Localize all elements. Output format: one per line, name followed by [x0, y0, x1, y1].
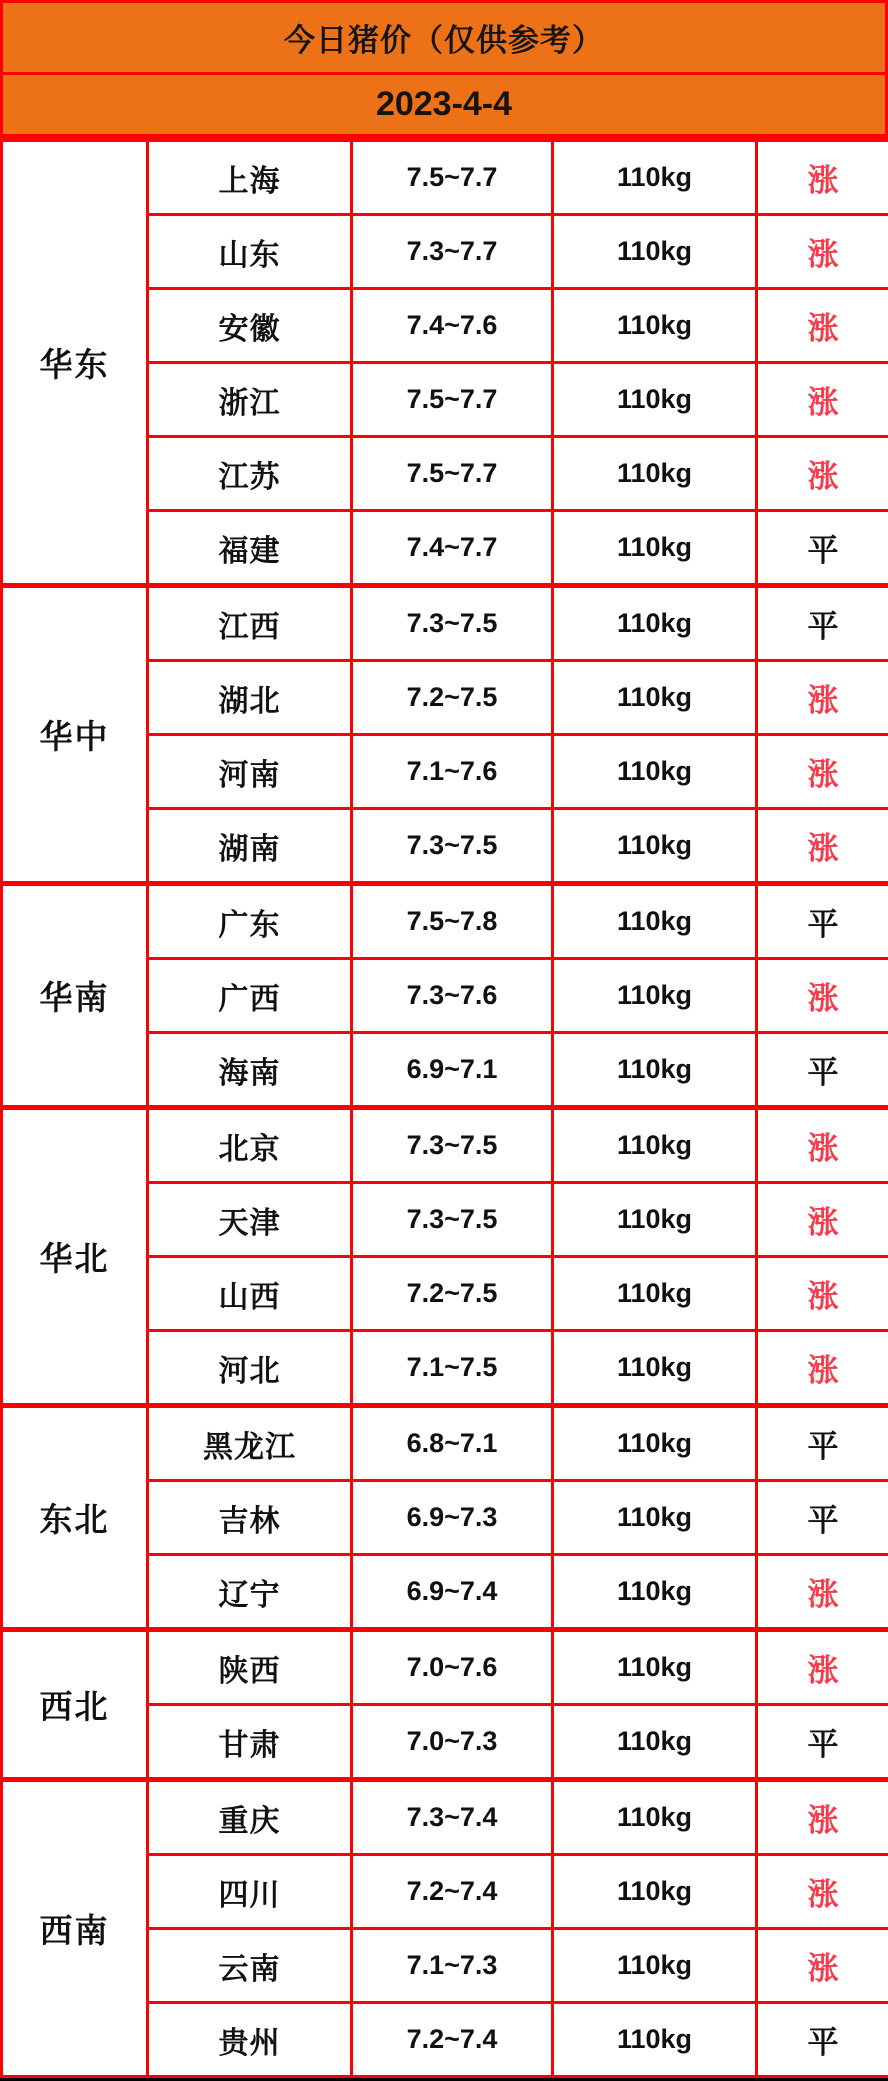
price-range-cell: 7.0~7.3: [352, 1705, 553, 1780]
weight-cell: 110kg: [553, 1183, 757, 1257]
province-cell: 江苏: [148, 437, 352, 511]
weight-cell: 110kg: [553, 1705, 757, 1780]
province-cell: 广东: [148, 884, 352, 959]
province-cell: 江西: [148, 586, 352, 661]
status-cell: 平: [757, 2003, 888, 2077]
province-cell: 河南: [148, 735, 352, 809]
status-cell: 平: [757, 511, 888, 586]
price-range-cell: 6.8~7.1: [352, 1406, 553, 1481]
province-cell: 云南: [148, 1929, 352, 2003]
province-cell: 广西: [148, 959, 352, 1033]
region-cell: 东北: [2, 1406, 148, 1630]
weight-cell: 110kg: [553, 809, 757, 884]
price-range-cell: 7.2~7.5: [352, 661, 553, 735]
price-range-cell: 7.5~7.7: [352, 363, 553, 437]
price-range-cell: 7.3~7.5: [352, 586, 553, 661]
price-range-cell: 6.9~7.3: [352, 1481, 553, 1555]
price-range-cell: 7.1~7.3: [352, 1929, 553, 2003]
province-cell: 安徽: [148, 289, 352, 363]
report-title-bar: [0, 0, 888, 72]
region-cell: 华东: [2, 140, 148, 586]
province-cell: 上海: [148, 140, 352, 215]
weight-cell: 110kg: [553, 1630, 757, 1705]
status-cell: 涨: [757, 1108, 888, 1183]
table-row: [2, 140, 888, 215]
price-range-cell: 7.2~7.4: [352, 2003, 553, 2077]
weight-cell: 110kg: [553, 2003, 757, 2077]
status-cell: 涨: [757, 289, 888, 363]
status-cell: 涨: [757, 809, 888, 884]
status-cell: 涨: [757, 1929, 888, 2003]
table-row: [2, 1108, 888, 1183]
price-table-body: [2, 140, 888, 2077]
region-cell: 西北: [2, 1630, 148, 1780]
weight-cell: 110kg: [553, 511, 757, 586]
status-cell: 涨: [757, 1183, 888, 1257]
weight-cell: 110kg: [553, 1257, 757, 1331]
province-cell: 山东: [148, 215, 352, 289]
weight-cell: 110kg: [553, 1033, 757, 1108]
province-cell: 黑龙江: [148, 1406, 352, 1481]
weight-cell: 110kg: [553, 140, 757, 215]
status-cell: 涨: [757, 959, 888, 1033]
weight-cell: 110kg: [553, 1929, 757, 2003]
status-cell: 涨: [757, 661, 888, 735]
province-cell: 福建: [148, 511, 352, 586]
table-row: [2, 884, 888, 959]
province-cell: 北京: [148, 1108, 352, 1183]
province-cell: 贵州: [148, 2003, 352, 2077]
weight-cell: 110kg: [553, 289, 757, 363]
price-range-cell: 7.4~7.7: [352, 511, 553, 586]
region-cell: 西南: [2, 1780, 148, 2077]
province-cell: 辽宁: [148, 1555, 352, 1630]
status-cell: 涨: [757, 363, 888, 437]
weight-cell: 110kg: [553, 1780, 757, 1855]
status-cell: 涨: [757, 1555, 888, 1630]
status-cell: 涨: [757, 215, 888, 289]
weight-cell: 110kg: [553, 586, 757, 661]
weight-cell: 110kg: [553, 884, 757, 959]
report-date-bar: [0, 72, 888, 137]
weight-cell: 110kg: [553, 1555, 757, 1630]
province-cell: 浙江: [148, 363, 352, 437]
status-cell: 涨: [757, 1780, 888, 1855]
status-cell: 平: [757, 884, 888, 959]
status-cell: 涨: [757, 140, 888, 215]
weight-cell: 110kg: [553, 437, 757, 511]
price-range-cell: 7.1~7.5: [352, 1331, 553, 1406]
province-cell: 天津: [148, 1183, 352, 1257]
price-range-cell: 7.5~7.7: [352, 140, 553, 215]
price-range-cell: 7.3~7.4: [352, 1780, 553, 1855]
province-cell: 海南: [148, 1033, 352, 1108]
status-cell: 涨: [757, 437, 888, 511]
status-cell: 涨: [757, 1630, 888, 1705]
province-cell: 四川: [148, 1855, 352, 1929]
price-range-cell: 6.9~7.1: [352, 1033, 553, 1108]
price-range-cell: 7.3~7.7: [352, 215, 553, 289]
price-range-cell: 7.3~7.5: [352, 809, 553, 884]
province-cell: 山西: [148, 1257, 352, 1331]
report-title: 今日猪价（仅供参考）: [284, 15, 604, 60]
table-row: [2, 1630, 888, 1705]
region-cell: 华北: [2, 1108, 148, 1406]
weight-cell: 110kg: [553, 1406, 757, 1481]
status-cell: 涨: [757, 1855, 888, 1929]
table-row: [2, 586, 888, 661]
price-range-cell: 7.0~7.6: [352, 1630, 553, 1705]
price-range-cell: 7.3~7.5: [352, 1108, 553, 1183]
price-range-cell: 6.9~7.4: [352, 1555, 553, 1630]
region-cell: 华中: [2, 586, 148, 884]
weight-cell: 110kg: [553, 1108, 757, 1183]
region-cell: 华南: [2, 884, 148, 1108]
status-cell: 平: [757, 1406, 888, 1481]
report-date: 2023-4-4: [376, 85, 512, 124]
price-range-cell: 7.2~7.4: [352, 1855, 553, 1929]
province-cell: 陕西: [148, 1630, 352, 1705]
weight-cell: 110kg: [553, 363, 757, 437]
table-row: [2, 1406, 888, 1481]
price-range-cell: 7.1~7.6: [352, 735, 553, 809]
status-cell: 平: [757, 586, 888, 661]
price-table: [0, 137, 888, 2078]
weight-cell: 110kg: [553, 661, 757, 735]
province-cell: 吉林: [148, 1481, 352, 1555]
price-range-cell: 7.2~7.5: [352, 1257, 553, 1331]
status-cell: 涨: [757, 1331, 888, 1406]
weight-cell: 110kg: [553, 959, 757, 1033]
province-cell: 河北: [148, 1331, 352, 1406]
weight-cell: 110kg: [553, 1331, 757, 1406]
price-range-cell: 7.3~7.6: [352, 959, 553, 1033]
status-cell: 平: [757, 1705, 888, 1780]
weight-cell: 110kg: [553, 735, 757, 809]
weight-cell: 110kg: [553, 1481, 757, 1555]
weight-cell: 110kg: [553, 1855, 757, 1929]
province-cell: 甘肃: [148, 1705, 352, 1780]
status-cell: 平: [757, 1481, 888, 1555]
price-range-cell: 7.4~7.6: [352, 289, 553, 363]
price-range-cell: 7.5~7.8: [352, 884, 553, 959]
status-cell: 涨: [757, 1257, 888, 1331]
province-cell: 湖南: [148, 809, 352, 884]
province-cell: 重庆: [148, 1780, 352, 1855]
status-cell: 平: [757, 1033, 888, 1108]
province-cell: 湖北: [148, 661, 352, 735]
table-row: [2, 1780, 888, 1855]
weight-cell: 110kg: [553, 215, 757, 289]
status-cell: 涨: [757, 735, 888, 809]
price-range-cell: 7.5~7.7: [352, 437, 553, 511]
price-range-cell: 7.3~7.5: [352, 1183, 553, 1257]
